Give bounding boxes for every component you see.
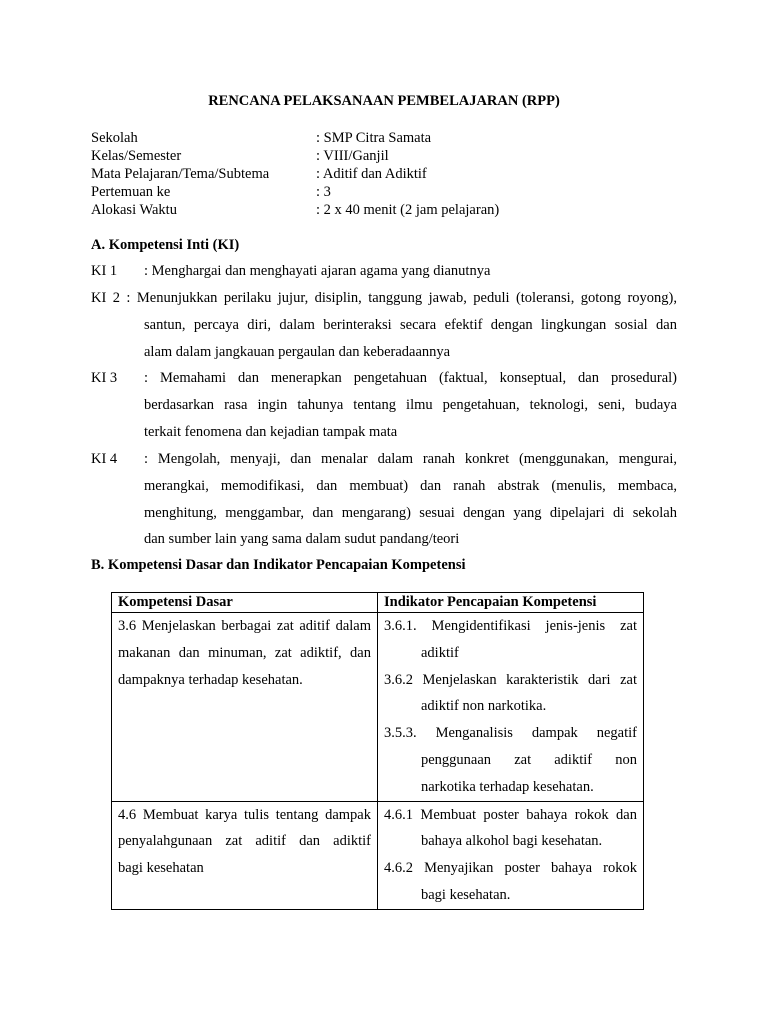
competency-table xyxy=(111,592,644,910)
indicator-cell xyxy=(378,613,644,802)
identity-value: : 2 x 40 menit (2 jam pelajaran) xyxy=(316,202,500,218)
identity-label: Kelas/Semester xyxy=(91,148,182,164)
identity-value: : SMP Citra Samata xyxy=(316,130,432,146)
table-row xyxy=(112,801,644,909)
section-a-heading: A. Kompetensi Inti (KI) xyxy=(91,237,240,253)
indicator-item xyxy=(384,855,637,909)
indicator-line: 4.6.2 Menyajikan poster bahaya rokok xyxy=(384,860,637,877)
ki4-line: merangkai, memodifikasi, dan membuat) dan ranah abstrak (menulis, membaca, xyxy=(144,477,677,494)
ki4-block xyxy=(91,446,677,553)
ki4-continuation xyxy=(91,473,677,553)
column-header-kd: Kompetensi Dasar xyxy=(112,593,378,613)
ki1-block xyxy=(91,258,677,285)
ki2-block xyxy=(91,285,677,365)
ki2-first-line: KI 2 : Menunjukkan perilaku jujur, disiplin, tanggung jawab, peduli (toleransi, gotong royong), xyxy=(91,290,677,306)
identity-value: : Aditif dan Adiktif xyxy=(316,166,427,182)
kd-cell xyxy=(112,801,378,909)
kd-line: makanan dan minuman, zat adiktif, dan xyxy=(118,644,371,661)
ki3-row xyxy=(91,365,677,392)
ki3-line: terkait fenomena dan kejadian tampak mata xyxy=(144,423,398,440)
kd-cell xyxy=(112,613,378,802)
section-b-heading: B. Kompetensi Dasar dan Indikator Pencapaian Kompetensi xyxy=(91,557,466,573)
ki4-first-line: : Mengolah, menyaji, dan menalar dalam ranah konkret (menggunakan, mengurai, xyxy=(144,451,677,467)
indicator-line: 4.6.1 Membuat poster bahaya rokok dan xyxy=(384,806,637,823)
kd-line: penyalahgunaan zat aditif dan adiktif xyxy=(118,833,371,850)
ki1-row xyxy=(91,258,677,285)
indicator-line: narkotika terhadap kesehatan. xyxy=(421,778,594,795)
identity-label: Pertemuan ke xyxy=(91,184,171,200)
table-header-row xyxy=(112,593,644,613)
identity-row xyxy=(91,129,499,147)
ki2-line: santun, percaya diri, dalam berinteraksi secara efektif dengan lingkungan sosial dan xyxy=(144,316,677,333)
identity-label: Mata Pelajaran/Tema/Subtema xyxy=(91,166,270,182)
indicator-item xyxy=(384,613,637,667)
identity-label: Alokasi Waktu xyxy=(91,202,177,218)
ki4-row xyxy=(91,446,677,473)
column-header-ipk: Indikator Pencapaian Kompetensi xyxy=(378,593,644,613)
ki3-block xyxy=(91,365,677,445)
indicator-line: 3.5.3. Menganalisis dampak negatif xyxy=(384,725,637,742)
ki3-label: KI 3 xyxy=(91,370,118,386)
ki4-line: menghitung, menggambar, dan mengarang) sesuai dengan yang dipelajari di sekolah xyxy=(144,504,677,521)
identity-block xyxy=(91,129,499,219)
ki3-first-line: : Memahami dan menerapkan pengetahuan (faktual, konseptual, dan prosedural) xyxy=(144,370,677,386)
identity-row xyxy=(91,201,499,219)
indicator-line: 3.6.1. Mengidentifikasi jenis-jenis zat xyxy=(384,618,637,634)
identity-value: : 3 xyxy=(316,184,331,200)
ki4-label: KI 4 xyxy=(91,451,118,467)
indicator-line: 3.6.2 Menjelaskan karakteristik dari zat xyxy=(384,671,637,688)
indicator-line: adiktif non narkotika. xyxy=(421,698,547,715)
indicator-line: bagi kesehatan. xyxy=(421,886,511,903)
identity-label: Sekolah xyxy=(91,130,138,146)
ki3-line: berdasarkan rasa ingin tahunya tentang ilmu pengetahuan, teknologi, seni, budaya xyxy=(144,396,677,413)
identity-value: : VIII/Ganjil xyxy=(316,148,389,164)
identity-row xyxy=(91,165,499,183)
document-title: RENCANA PELAKSANAAN PEMBELAJARAN (RPP) xyxy=(208,93,560,109)
kd-line: 3.6 Menjelaskan berbagai zat aditif dalam xyxy=(118,618,371,634)
ki1-text: : Menghargai dan menghayati ajaran agama yang dianutnya xyxy=(144,263,491,279)
ki1-label: KI 1 xyxy=(91,263,118,279)
ki3-continuation xyxy=(91,392,677,446)
identity-row xyxy=(91,183,499,201)
kd-line: dampaknya terhadap kesehatan. xyxy=(118,671,303,688)
ki2-line: alam dalam jangkauan pergaulan dan keberadaannya xyxy=(144,343,451,360)
ki4-line: dan sumber lain yang sama dalam sudut pandang/teori xyxy=(144,531,460,548)
indicator-line: adiktif xyxy=(421,644,459,661)
indicator-item xyxy=(384,667,637,721)
indicator-cell xyxy=(378,801,644,909)
ki2-continuation xyxy=(91,312,677,366)
table-row xyxy=(112,613,644,802)
indicator-line: bahaya alkohol bagi kesehatan. xyxy=(421,833,603,850)
indicator-item xyxy=(384,802,637,856)
indicator-line: penggunaan zat adiktif non xyxy=(421,751,637,768)
indicator-item xyxy=(384,720,637,800)
kd-line: 4.6 Membuat karya tulis tentang dampak xyxy=(118,806,371,823)
identity-row xyxy=(91,147,499,165)
kd-line: bagi kesehatan xyxy=(118,860,204,877)
